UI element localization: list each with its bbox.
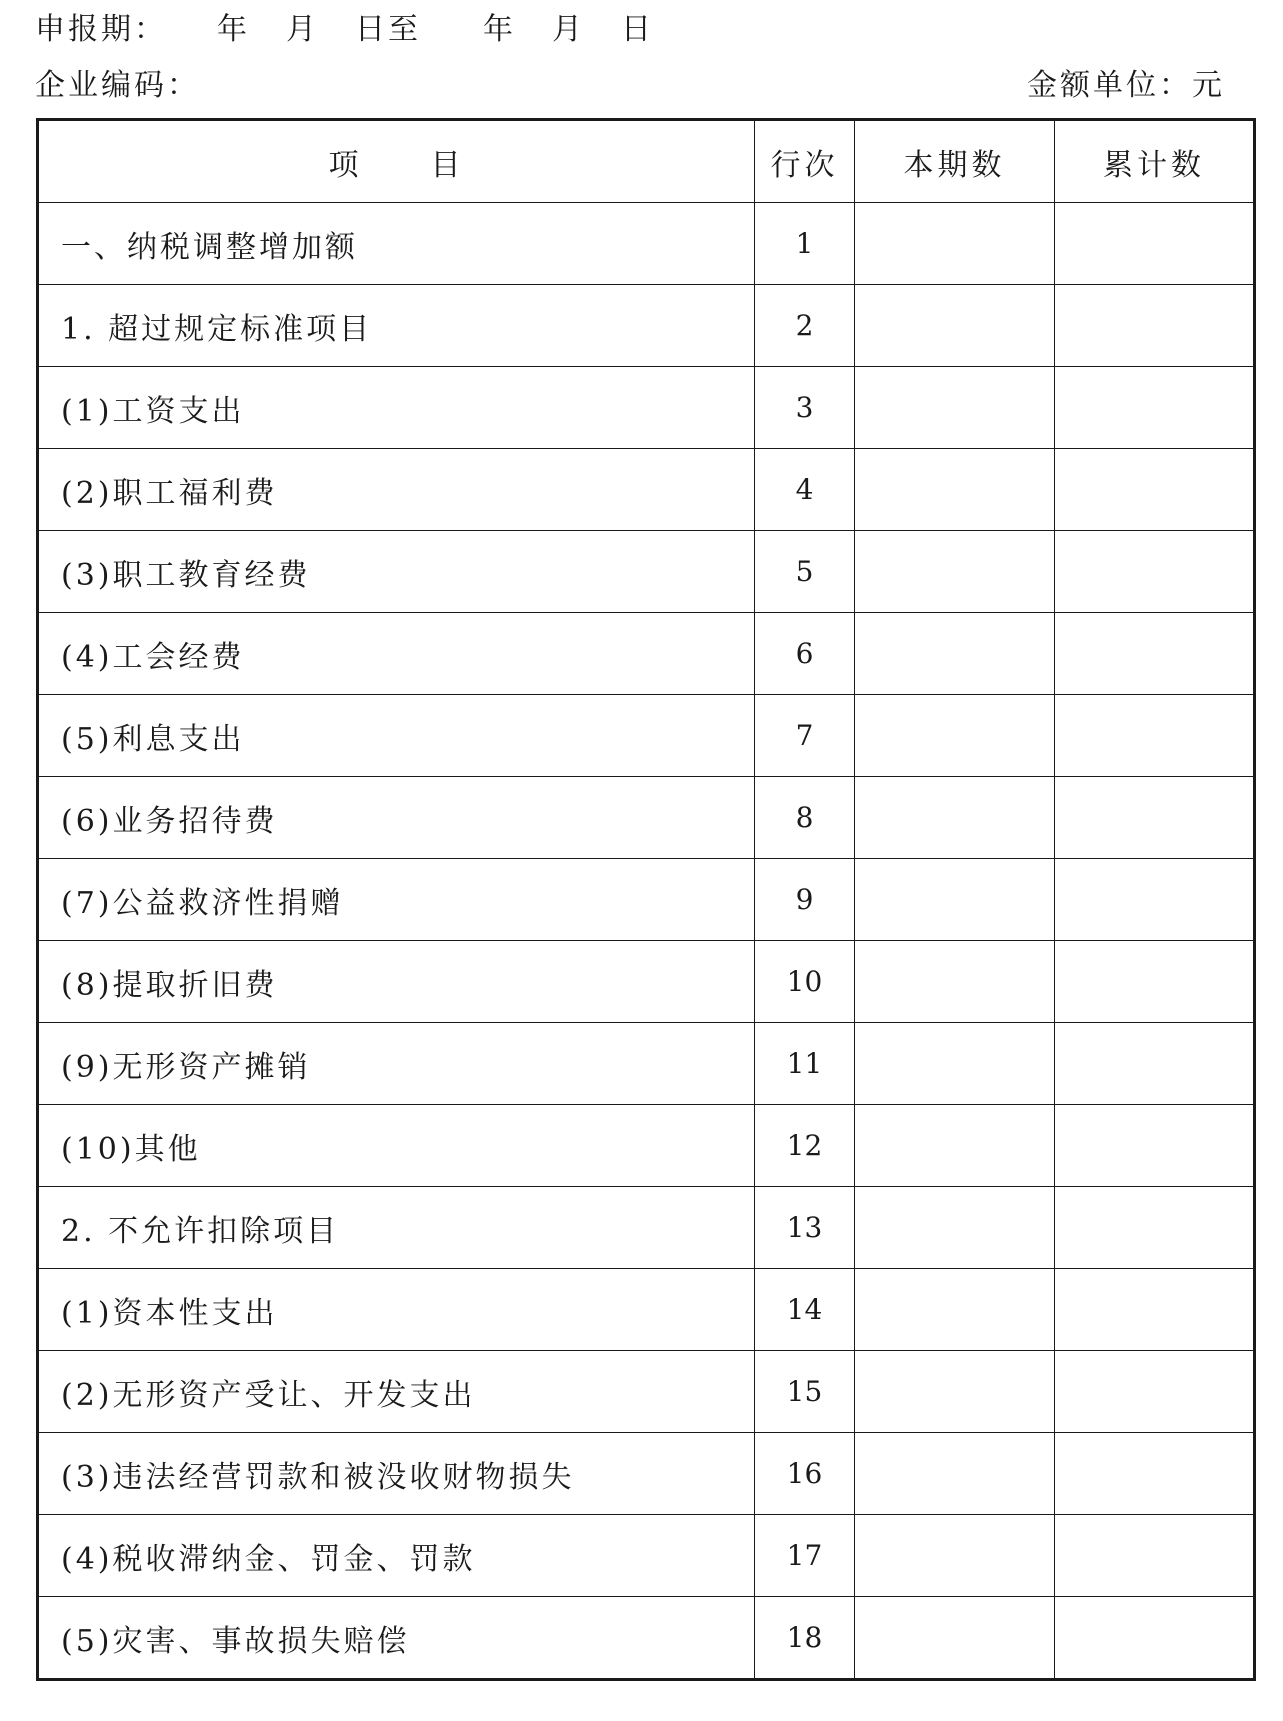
cumulative-cell[interactable] bbox=[1055, 449, 1255, 531]
row-line-number: 18 bbox=[755, 1597, 855, 1680]
row-line-number: 1 bbox=[755, 203, 855, 285]
cumulative-cell[interactable] bbox=[1055, 531, 1255, 613]
table-row bbox=[38, 1187, 1255, 1269]
row-item-label: 2. 不允许扣除项目 bbox=[38, 1187, 755, 1269]
row-line-number: 15 bbox=[755, 1351, 855, 1433]
row-item-label: (9)无形资产摊销 bbox=[38, 1023, 755, 1105]
end-day-label: 日 bbox=[621, 12, 654, 47]
current-period-cell[interactable] bbox=[855, 449, 1055, 531]
current-period-cell[interactable] bbox=[855, 203, 1055, 285]
current-period-cell[interactable] bbox=[855, 1105, 1055, 1187]
reporting-period-line bbox=[35, 4, 654, 48]
end-month-label: 月 bbox=[552, 12, 585, 47]
row-item-label: (8)提取折旧费 bbox=[38, 941, 755, 1023]
cumulative-cell[interactable] bbox=[1055, 1515, 1255, 1597]
row-item-label: (5)灾害、事故损失赔偿 bbox=[38, 1597, 755, 1680]
row-item-label: (3)职工教育经费 bbox=[38, 531, 755, 613]
current-period-cell[interactable] bbox=[855, 859, 1055, 941]
currency-unit-label: 金额单位：元 bbox=[1027, 68, 1225, 103]
current-period-cell[interactable] bbox=[855, 695, 1055, 777]
company-code-line bbox=[35, 60, 1225, 104]
table-row bbox=[38, 613, 1255, 695]
row-item-label: (1)资本性支出 bbox=[38, 1269, 755, 1351]
row-line-number: 9 bbox=[755, 859, 855, 941]
current-period-cell[interactable] bbox=[855, 285, 1055, 367]
current-period-cell[interactable] bbox=[855, 613, 1055, 695]
cumulative-cell[interactable] bbox=[1055, 777, 1255, 859]
row-item-label: (10)其他 bbox=[38, 1105, 755, 1187]
cumulative-cell[interactable] bbox=[1055, 1187, 1255, 1269]
table-row bbox=[38, 449, 1255, 531]
table-header-row bbox=[38, 120, 1255, 203]
table-row bbox=[38, 859, 1255, 941]
current-period-cell[interactable] bbox=[855, 1187, 1055, 1269]
row-line-number: 14 bbox=[755, 1269, 855, 1351]
row-item-label: (4)税收滞纳金、罚金、罚款 bbox=[38, 1515, 755, 1597]
column-header-current-period: 本期数 bbox=[855, 120, 1055, 203]
start-month-label: 月 bbox=[286, 12, 319, 47]
row-line-number: 3 bbox=[755, 367, 855, 449]
cumulative-cell[interactable] bbox=[1055, 203, 1255, 285]
table-row bbox=[38, 1269, 1255, 1351]
cumulative-cell[interactable] bbox=[1055, 695, 1255, 777]
table-row bbox=[38, 695, 1255, 777]
current-period-cell[interactable] bbox=[855, 1433, 1055, 1515]
current-period-cell[interactable] bbox=[855, 941, 1055, 1023]
cumulative-cell[interactable] bbox=[1055, 941, 1255, 1023]
current-period-cell[interactable] bbox=[855, 777, 1055, 859]
table-row bbox=[38, 941, 1255, 1023]
row-line-number: 6 bbox=[755, 613, 855, 695]
start-year-label: 年 bbox=[217, 12, 250, 47]
row-item-label: (4)工会经费 bbox=[38, 613, 755, 695]
row-line-number: 8 bbox=[755, 777, 855, 859]
cumulative-cell[interactable] bbox=[1055, 285, 1255, 367]
table-row bbox=[38, 203, 1255, 285]
table-row bbox=[38, 1105, 1255, 1187]
row-line-number: 17 bbox=[755, 1515, 855, 1597]
column-header-line-no: 行次 bbox=[755, 120, 855, 203]
row-item-label: 一、纳税调整增加额 bbox=[38, 203, 755, 285]
cumulative-cell[interactable] bbox=[1055, 613, 1255, 695]
current-period-cell[interactable] bbox=[855, 1023, 1055, 1105]
row-item-label: (2)无形资产受让、开发支出 bbox=[38, 1351, 755, 1433]
current-period-cell[interactable] bbox=[855, 1269, 1055, 1351]
row-line-number: 10 bbox=[755, 941, 855, 1023]
row-line-number: 2 bbox=[755, 285, 855, 367]
table-row bbox=[38, 285, 1255, 367]
row-line-number: 7 bbox=[755, 695, 855, 777]
row-item-label: (7)公益救济性捐赠 bbox=[38, 859, 755, 941]
company-code-label: 企业编码： bbox=[35, 68, 200, 103]
reporting-period-label: 申报期： bbox=[35, 12, 167, 47]
cumulative-cell[interactable] bbox=[1055, 1597, 1255, 1680]
current-period-cell[interactable] bbox=[855, 531, 1055, 613]
column-header-item: 项 目 bbox=[38, 120, 755, 203]
table-body bbox=[38, 203, 1255, 1680]
row-line-number: 4 bbox=[755, 449, 855, 531]
current-period-cell[interactable] bbox=[855, 1351, 1055, 1433]
row-line-number: 5 bbox=[755, 531, 855, 613]
cumulative-cell[interactable] bbox=[1055, 1433, 1255, 1515]
table-row bbox=[38, 777, 1255, 859]
current-period-cell[interactable] bbox=[855, 1597, 1055, 1680]
row-item-label: (5)利息支出 bbox=[38, 695, 755, 777]
table-row bbox=[38, 1351, 1255, 1433]
current-period-cell[interactable] bbox=[855, 367, 1055, 449]
end-year-label: 年 bbox=[483, 12, 516, 47]
cumulative-cell[interactable] bbox=[1055, 367, 1255, 449]
row-item-label: (6)业务招待费 bbox=[38, 777, 755, 859]
row-item-label: (2)职工福利费 bbox=[38, 449, 755, 531]
table-row bbox=[38, 1515, 1255, 1597]
tax-adjustment-table bbox=[36, 118, 1256, 1681]
row-line-number: 11 bbox=[755, 1023, 855, 1105]
table-row bbox=[38, 1597, 1255, 1680]
cumulative-cell[interactable] bbox=[1055, 1023, 1255, 1105]
cumulative-cell[interactable] bbox=[1055, 859, 1255, 941]
cumulative-cell[interactable] bbox=[1055, 1351, 1255, 1433]
row-item-label: (3)违法经营罚款和被没收财物损失 bbox=[38, 1433, 755, 1515]
row-item-label: 1. 超过规定标准项目 bbox=[38, 285, 755, 367]
row-line-number: 16 bbox=[755, 1433, 855, 1515]
column-header-cumulative: 累计数 bbox=[1055, 120, 1255, 203]
row-line-number: 13 bbox=[755, 1187, 855, 1269]
cumulative-cell[interactable] bbox=[1055, 1269, 1255, 1351]
start-day-to-label: 日至 bbox=[355, 12, 421, 47]
table-row bbox=[38, 367, 1255, 449]
table-row bbox=[38, 1023, 1255, 1105]
table-row bbox=[38, 531, 1255, 613]
table-row bbox=[38, 1433, 1255, 1515]
current-period-cell[interactable] bbox=[855, 1515, 1055, 1597]
cumulative-cell[interactable] bbox=[1055, 1105, 1255, 1187]
row-line-number: 12 bbox=[755, 1105, 855, 1187]
row-item-label: (1)工资支出 bbox=[38, 367, 755, 449]
